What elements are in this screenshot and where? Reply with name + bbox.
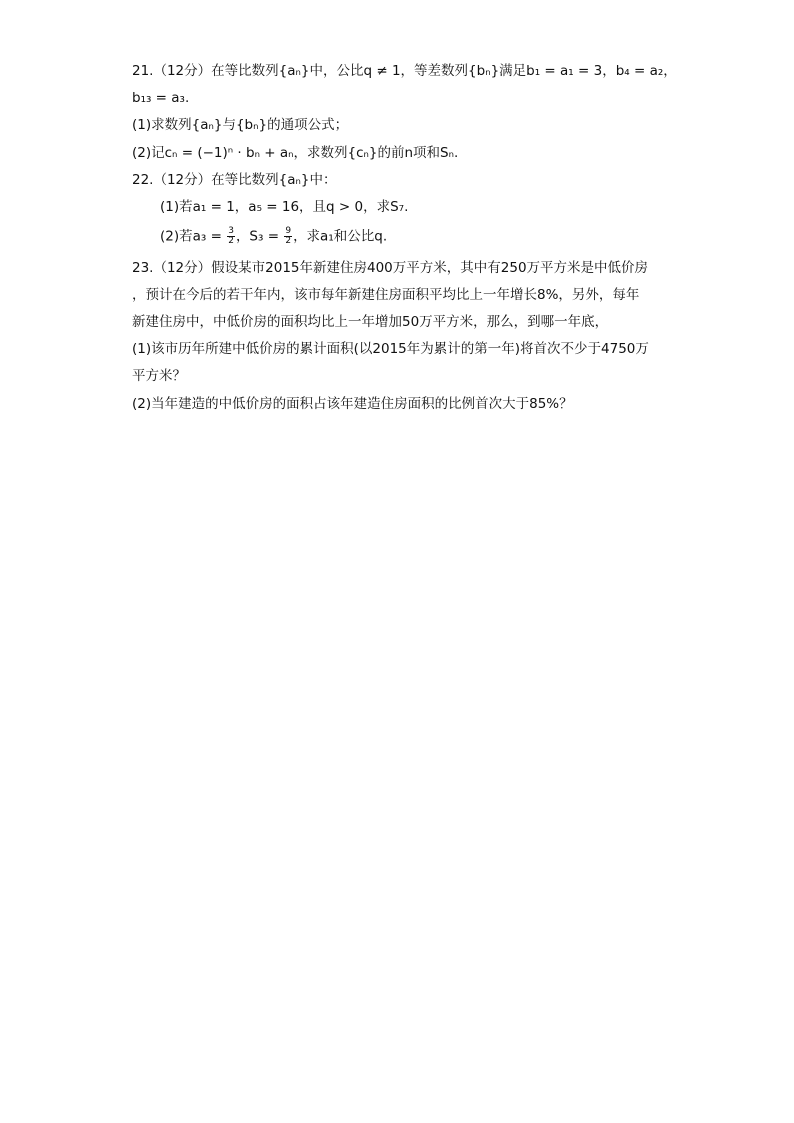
q21-stem-line1: 21.（12分）在等比数列{aₙ}中，公比q ≠ 1，等差数列{bₙ}满足b₁ = a₁ = 3，b₄ = a₂， — [132, 63, 677, 79]
q23-part1-line2: 平方米？ — [132, 368, 186, 384]
fraction-3-over-2 — [227, 227, 235, 246]
fraction-denominator: 2 — [285, 236, 292, 246]
q22-stem: 22.（12分）在等比数列{aₙ}中： — [132, 172, 337, 188]
q23-stem-line2: ，预计在今后的若干年内，该市每年新建住房面积平均比上一年增长8%，另外，每年 — [132, 287, 640, 303]
q23-part2: (2)当年建造的中低价房的面积占该年建造住房面积的比例首次大于85%？ — [132, 396, 573, 412]
fraction-numerator: 3 — [228, 226, 234, 236]
fraction-denominator: 2 — [228, 236, 234, 246]
q23-stem-line1: 23.（12分）假设某市2015年新建住房400万平方米，其中有250万平方米是中低价房 — [132, 260, 649, 276]
q21-stem-line2: b₁₃ = a₃. — [132, 90, 190, 106]
q22-part1: (1)若a₁ = 1，a₅ = 16，且q > 0，求S₇. — [160, 199, 409, 215]
q22-part2-text-b: ，S₃ = — [235, 228, 284, 245]
q23-stem-line3: 新建住房中，中低价房的面积均比上一年增加50万平方米，那么，到哪一年底， — [132, 314, 609, 330]
q22-part2-text-a: (2)若a₃ = — [160, 228, 227, 245]
fraction-numerator: 9 — [285, 226, 292, 236]
q21-part2: (2)记cₙ = (−1)ⁿ · bₙ + aₙ，求数列{cₙ}的前n项和Sₙ. — [132, 145, 459, 161]
fraction-9-over-2 — [284, 227, 292, 246]
q23-part1-line1: (1)该市历年所建中低价房的累计面积(以2015年为累计的第一年)将首次不少于4750万 — [132, 341, 649, 357]
q22-part2-text-c: ，求a₁和公比q. — [293, 228, 388, 245]
q22-part2 — [160, 227, 387, 246]
q21-part1: (1)求数列{aₙ}与{bₙ}的通项公式； — [132, 117, 349, 133]
